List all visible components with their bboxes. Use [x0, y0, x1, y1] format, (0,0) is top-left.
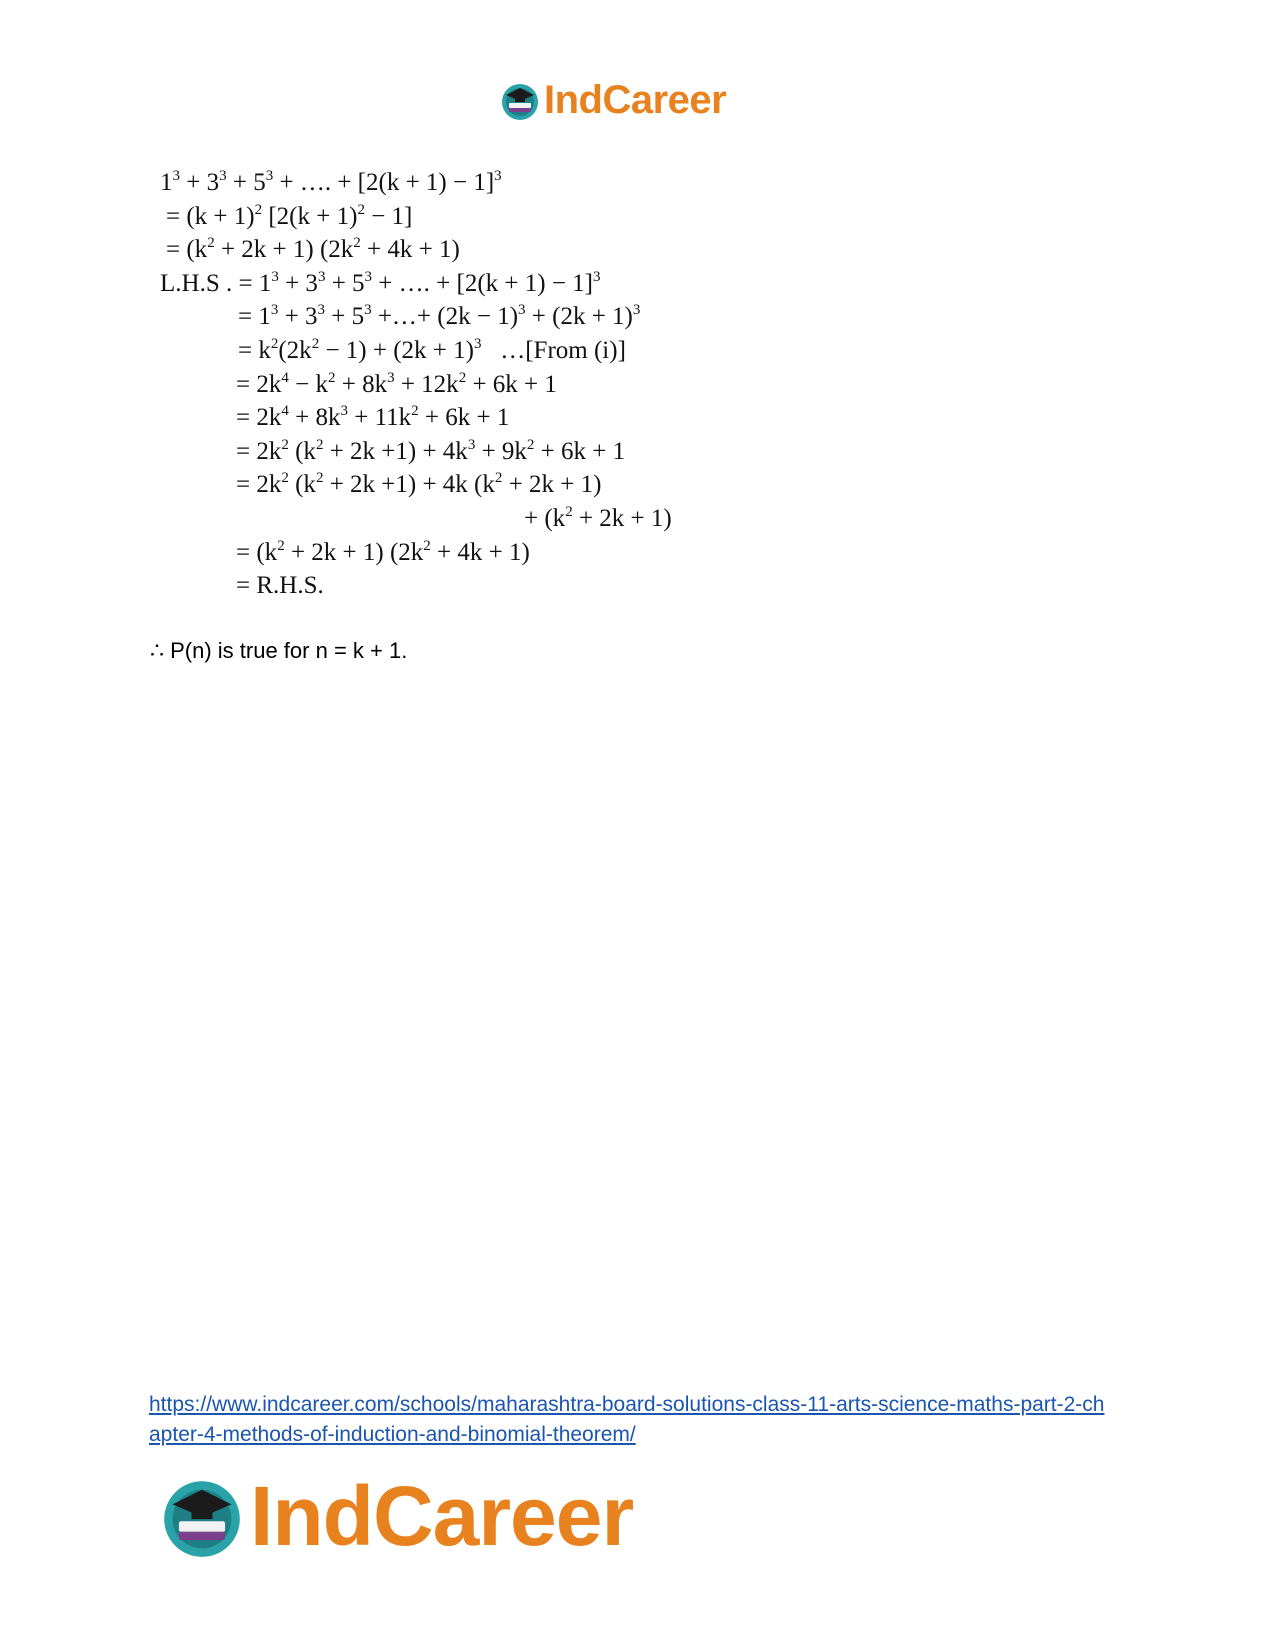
graduation-book-icon [160, 1475, 244, 1559]
math-line: + $(k^2 + 2k + 1)$ [524, 503, 672, 532]
math-line: = $2k^2$ $(k^2 + 2k +1) + 4k^3 + 9k^2 + 6k + 1$ [236, 436, 626, 465]
footer-logo-text: IndCareer [250, 1469, 634, 1563]
math-line: = R.H.S. [236, 572, 324, 600]
math-line: = $1^3 + 3^3 + 5^3$ +…+ $(2k - 1)^3 + (2k + 1)^3$ [238, 302, 641, 331]
math-line: = $(k^2 + 2k + 1) (2k^2 + 4k + 1)$ [166, 235, 460, 264]
math-line: = $(k^2 + 2k + 1) (2k^2 + 4k + 1)$ [236, 537, 530, 566]
math-line: = $(k + 1)^2$ $[2(k + 1)^2 - 1]$ [166, 201, 413, 230]
math-derivation [160, 166, 720, 603]
footer-logo [160, 1468, 633, 1565]
source-url-link[interactable]: https://www.indcareer.com/schools/maharashtra-board-solutions-class-11-arts-science-maths-part-2-chapter-4-methods-of-induction-and-binomial-theorem/ [149, 1393, 1105, 1446]
conclusion-text: ∴ P(n) is true for n = k + 1. [150, 638, 408, 663]
math-line: = $2k^2$ $(k^2 + 2k +1) + 4k$ $(k^2 + 2k + 1)$ [236, 470, 602, 499]
math-line: = $2k^4 + 8k^3 + 11k^2 + 6k + 1$ [236, 403, 510, 432]
math-line: $1^3 + 3^3 + 5^3$ + …. + $[2(k + 1) - 1]^3$ [160, 168, 502, 196]
graduation-book-icon [500, 81, 540, 121]
math-line: = $k^2(2k^2 - 1) + (2k + 1)^3$ …[From (i)] [238, 335, 626, 364]
header-logo-text: IndCareer [544, 78, 727, 122]
header-logo [500, 78, 726, 123]
math-line: = $2k^4 - k^2 + 8k^3 + 12k^2 + 6k + 1$ [236, 369, 557, 398]
math-line: L.H.S . = $1^3 + 3^3 + 5^3$ + …. + $[2(k + 1) - 1]^3$ [160, 268, 601, 297]
